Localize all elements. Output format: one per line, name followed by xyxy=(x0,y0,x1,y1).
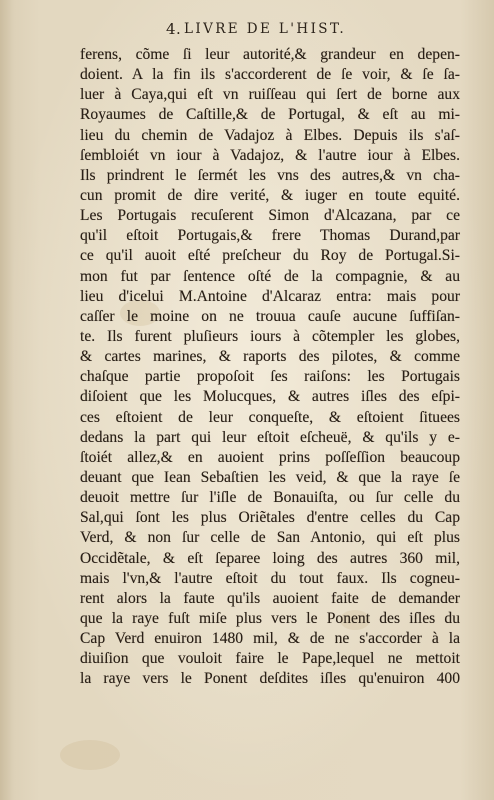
text-line: ſembloiét vn iour à Vadajoz, & l'autre iour à Elbes. xyxy=(80,146,460,164)
text-line: & cartes marines, & raports des pilotes, & comme xyxy=(80,348,460,366)
body-text xyxy=(80,45,460,690)
text-line: deuant que Iean Sebaſtien les veid, & que la raye ſe xyxy=(80,468,460,486)
text-line: Royaumes de Caſtille,& de Portugal, & eſt au mi- xyxy=(80,106,460,124)
text-line: te. Ils furent pluſieurs iours à cõtempler les globes, xyxy=(80,327,460,345)
text-line: ferens, cõme ſi leur autorité,& grandeur en depen- xyxy=(80,46,460,63)
text-line: doient. A la fin ils s'accorderent de ſe voir, & ſe ſa- xyxy=(80,66,460,84)
text-line: que la raye fuſt miſe plus vers le Ponent des iſles du xyxy=(80,609,460,627)
text-line: lieu d'icelui M.Antoine d'Alcaraz entra: mais pour xyxy=(80,287,460,305)
text-line: Les Portugais recuſerent Simon d'Alcazana, par ce xyxy=(80,207,460,225)
text-line: diuiſion que vouloit faire le Pape,lequel ne mettoit xyxy=(80,650,460,668)
text-line: rent alors la faute qu'ils auoient faite de demander xyxy=(80,589,460,607)
text-line: chaſque partie propoſoit ſes raiſons: les Portugais xyxy=(80,368,460,386)
text-line: Occidẽtale, & eſt ſeparee loing des autres 360 mil, xyxy=(80,549,460,567)
text-line: dedans la part qui leur eſtoit eſcheuë, & qu'ils y e- xyxy=(80,428,460,446)
text-line: qu'il eſtoit Portugais,& frere Thomas Durand,par xyxy=(80,227,460,245)
text-line: Cap Verd enuiron 1480 mil, & de ne s'accorder à la xyxy=(80,630,460,648)
text-line: diſoient que les Molucques, & autres iſles des eſpi- xyxy=(80,388,460,406)
text-line: mon fut par ſentence oſté de la compagnie, & au xyxy=(80,267,460,285)
page-header xyxy=(0,18,494,38)
text-line: Verd, & non ſur celle de San Antonio, qui eſt plus xyxy=(80,529,460,547)
text-line: la raye vers le Ponent deſdites iſles qu'enuiron 400 xyxy=(80,670,460,688)
paper-stain xyxy=(60,740,120,770)
page-number: 4. xyxy=(166,20,182,38)
text-line: ce qu'il auoit eſté preſcheur du Roy de Portugal.Si- xyxy=(80,247,460,265)
text-line: caſſer le moine on ne trouua cauſe aucune ſuffiſan- xyxy=(80,307,460,325)
text-line: deuoit mettre ſur l'iſle de Bonauiſta, ou ſur celle du xyxy=(80,489,460,507)
text-line: Sal,qui ſont les plus Oriẽtales d'entre celles du Cap xyxy=(80,509,460,527)
text-line: Ils prindrent le ſermét les vns des autres,& vn cha- xyxy=(80,166,460,184)
text-line: ces eſtoient de leur conqueſte, & eſtoient ſituees xyxy=(80,408,460,426)
text-line: ſtoiét allez,& en auoient prins poſſeſſion beaucoup xyxy=(80,448,460,466)
text-line: mais l'vn,& l'autre eſtoit du tout faux. Ils cogneu- xyxy=(80,569,460,587)
text-line: lieu du chemin de Vadajoz à Elbes. Depuis ils s'aſ- xyxy=(80,126,460,144)
text-line: luer à Caya,qui eſt vn ruiſſeau qui ſert de borne aux xyxy=(80,86,460,104)
text-line: cun promit de dire verité, & iuger en toute equité. xyxy=(80,186,460,204)
running-title: LIVRE DE L'HIST. xyxy=(184,21,347,37)
